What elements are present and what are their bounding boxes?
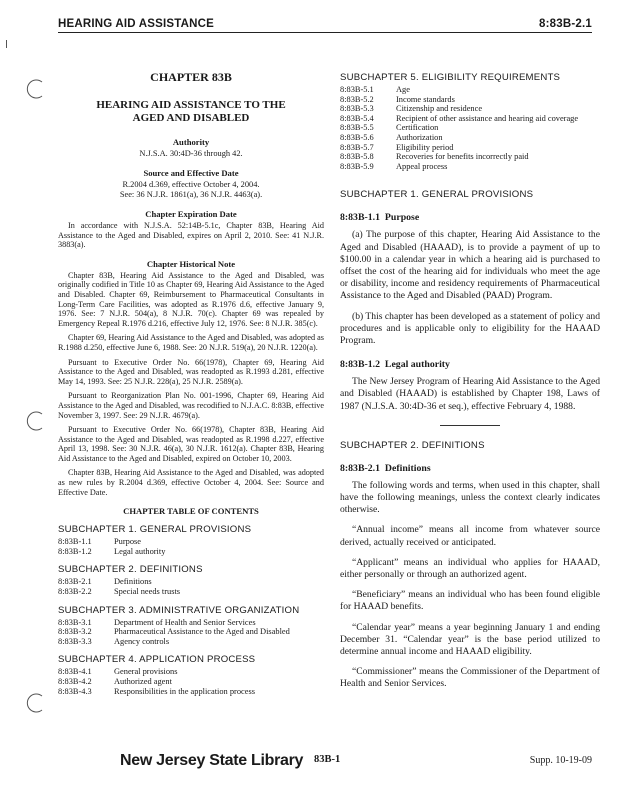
margin-mark — [6, 40, 7, 48]
toc-heading: CHAPTER TABLE OF CONTENTS — [123, 506, 259, 517]
toc-section-number: 8:83B-4.1 — [58, 667, 92, 677]
source-heading: Source and Effective Date — [143, 168, 239, 178]
toc-section-title: Appeal process — [396, 161, 448, 171]
toc-entry — [340, 104, 600, 114]
section-heading — [340, 359, 600, 370]
chapter-title-line2: AGED AND DISABLED — [132, 112, 250, 124]
toc-section-title: Special needs trusts — [114, 587, 181, 597]
section-divider — [440, 425, 500, 426]
toc-subchapter-title: SUBCHAPTER 3. ADMINISTRATIVE ORGANIZATION — [58, 604, 300, 616]
toc-section-title: Age — [396, 85, 410, 94]
section-number: 8:83B-1.1 — [340, 212, 381, 224]
toc-subchapter-title: SUBCHAPTER 2. DEFINITIONS — [58, 564, 203, 576]
toc-subchapter-title: SUBCHAPTER 1. GENERAL PROVISIONS — [58, 524, 252, 536]
toc-section-number: 8:83B-4.3 — [58, 686, 92, 696]
toc-section-title: Agency controls — [114, 636, 170, 646]
chapter-number: CHAPTER 83B — [150, 70, 232, 84]
supplement-date: Supp. 10-19-09 — [529, 755, 592, 766]
definition-paragraph: “Beneficiary” means an individual who has been found eligible for HAAAD benefits. — [340, 589, 600, 613]
source-line: R.2004 d.369, effective October 4, 2004. — [122, 180, 260, 189]
toc-section-number: 8:83B-1.1 — [58, 537, 92, 547]
punch-hole-icon — [24, 78, 46, 100]
toc-section-title: Legal authority — [114, 546, 166, 556]
toc-section-number: 8:83B-5.2 — [340, 94, 374, 104]
toc-entry — [340, 143, 600, 153]
section-paragraph: The following words and terms, when used in this chapter, shall have the following meanings, unless the context clearly indicates otherwise. — [340, 479, 600, 516]
toc-entry — [58, 547, 324, 557]
toc-section-number: 8:83B-5.8 — [340, 152, 374, 162]
punch-hole-icon — [24, 692, 46, 714]
toc-section-title: Eligibility period — [396, 142, 454, 152]
toc-entry — [340, 123, 600, 133]
authority-heading: Authority — [172, 137, 210, 147]
toc-section-number: 8:83B-5.5 — [340, 123, 374, 133]
toc-section-title: Authorization — [396, 132, 443, 142]
toc-section-title: General provisions — [114, 667, 178, 677]
toc-section-title: Income standards — [396, 94, 455, 104]
history-heading: Chapter Historical Note — [146, 258, 236, 269]
subchapter-heading: SUBCHAPTER 1. GENERAL PROVISIONS — [340, 189, 534, 201]
toc-section-number: 8:83B-3.2 — [58, 627, 92, 637]
toc-subchapter-title: SUBCHAPTER 4. APPLICATION PROCESS — [58, 654, 256, 666]
toc-section-title: Certification — [396, 123, 439, 133]
toc-group — [58, 654, 324, 696]
toc-entry — [340, 85, 600, 95]
definition-paragraph: “Commissioner” means the Commissioner of the Department of Health and Senior Services. — [340, 666, 600, 690]
toc-entry — [340, 95, 600, 105]
definition-paragraph: “Applicant” means an individual who applies for HAAAD, either personally or through an authorized agent. — [340, 556, 600, 580]
toc-section-title: Authorized agent — [114, 677, 172, 686]
toc-section-number: 8:83B-5.9 — [340, 161, 374, 171]
section-paragraph: The New Jersey Program of Hearing Aid Assistance to the Aged and Disabled (HAAAD) is established by Chapter 198, Laws of 1987 (N.J.S.A. 30:4D-36 et seq.), effective February 4, 1988. — [340, 376, 600, 412]
definition-paragraph: “Annual income” means all income from whatever source derived, actually received or anticipated. — [340, 524, 600, 548]
toc-section-number: 8:83B-4.2 — [58, 677, 92, 686]
left-column — [58, 70, 324, 704]
toc-section-number: 8:83B-5.4 — [340, 113, 374, 123]
toc-group — [58, 605, 324, 647]
toc-section-title: Responsibilities in the application process — [114, 686, 255, 696]
toc-entry — [58, 637, 324, 647]
toc-section-title: Recoveries for benefits incorrectly paid — [396, 152, 529, 162]
toc-section-number: 8:83B-1.2 — [58, 546, 92, 556]
toc-section-number: 8:83B-2.2 — [58, 587, 92, 597]
toc-subchapter-title: SUBCHAPTER 5. ELIGIBILITY REQUIREMENTS — [340, 72, 561, 83]
toc-entry — [58, 618, 324, 628]
history-paragraph: Pursuant to Executive Order No. 66(1978), Chapter 83B, Hearing Aid Assistance to the Aged and Disabled, was readopted as R.1998 d.227, effective April 13, 1998. See: 30 N.J.R. 46(a), 30 N.J.R. 1612(a). Chapter 83B, Hearing Aid Assistance to the Aged and Disabled, expired on October 10, 2003. — [58, 425, 324, 463]
chapter-title — [58, 99, 324, 125]
toc-entry — [58, 587, 324, 597]
toc-entry — [58, 677, 324, 687]
source-line: See: 36 N.J.R. 1861(a), 36 N.J.R. 4463(a). — [119, 190, 263, 199]
toc-group — [58, 564, 324, 596]
toc-section-number: 8:83B-3.1 — [58, 617, 92, 627]
toc-section-number: 8:83B-5.3 — [340, 104, 374, 114]
section-name: Definitions — [384, 462, 431, 474]
toc-entry — [340, 133, 600, 143]
toc-section-number: 8:83B-5.1 — [340, 85, 374, 94]
toc-section-title: Recipient of other assistance and hearing aid coverage — [396, 113, 579, 123]
toc-section-number: 8:83B-5.7 — [340, 142, 374, 152]
toc-section-title: Department of Health and Senior Services — [114, 617, 256, 627]
expiration-text: In accordance with N.J.S.A. 52:14B-5.1c, Chapter 83B, Hearing Aid Assistance to the Aged and Disabled, expires on April 2, 2010. See: 41 N.J.R. 3883(a). — [58, 221, 324, 250]
toc-section-title: Pharmaceutical Assistance to the Aged and Disabled — [114, 627, 290, 637]
page-number: 83B-1 — [314, 754, 341, 765]
toc-entry — [58, 537, 324, 547]
toc-section-number: 8:83B-2.1 — [58, 577, 92, 587]
page-footer — [58, 752, 592, 772]
toc-entry — [58, 667, 324, 677]
toc-entry — [340, 152, 600, 162]
history-paragraph: Chapter 83B, Hearing Aid Assistance to the Aged and Disabled, was adopted as new rules by R.2004 d.369, effective October 4, 2004. See: Source and Effective Date. — [58, 468, 324, 497]
toc-entry — [58, 577, 324, 587]
authority-text: N.J.S.A. 30:4D-36 through 42. — [139, 149, 243, 158]
toc-section-number: 8:83B-3.3 — [58, 636, 92, 646]
history-paragraph: Pursuant to Executive Order No. 66(1978), Chapter 69, Hearing Aid Assistance to the Aged and Disabled, was readopted as R.1993 d.281, effective May 14, 1993. See: 25 N.J.R. 228(a), 25 N.J.R. 2589(a). — [58, 357, 324, 386]
punch-hole-icon — [24, 410, 46, 432]
section-paragraph: (b) This chapter has been developed as a statement of policy and procedures and is applicable only to eligibility for the HAAAD Program. — [340, 310, 600, 346]
history-paragraph: Pursuant to Reorganization Plan No. 001-1996, Chapter 69, Hearing Aid Assistance to the Aged and Disabled, was recodified to N.J.A.C. 8:83B, effective November 3, 1997. See: 29 N.J.R. 4679(a). — [58, 391, 324, 420]
section-heading — [340, 463, 600, 474]
toc-section-title: Purpose — [114, 537, 141, 547]
section-paragraph: (a) The purpose of this chapter, Hearing Aid Assistance to the Aged and Disabled (HAAAD), is to provide a payment of up to $100.00 in a calendar year in which a hearing aid is purchased to offset the cost of the hearing aid for individuals who meet the age or disability, income and residency requirements of Pharmaceutical Assistance to the Aged and Disabled (PAAD) Program. — [340, 229, 600, 302]
toc-entry — [58, 687, 324, 697]
section-name: Legal authority — [384, 359, 450, 371]
library-watermark: New Jersey State Library — [120, 752, 304, 769]
right-column — [340, 72, 600, 699]
history-paragraph: Chapter 83B, Hearing Aid Assistance to the Aged and Disabled, was originally codified in Title 10 as Chapter 69, Hearing Aid Assistance to the Aged and Disabled. Chapter 69, Reimbursement to Pharmaceutical Consultants in Long-Term Care Facilities, was adopted as R.1976 d.6, effective January 9, 1976. See: 7 N.J.R. 504(a), 8 N.J.R. 70(c). Chapter 69 was repealed by Emergency Repeal R.1976 d.216, effective July 12, 1976. See: 8 N.J.R. 385(c). — [58, 270, 324, 328]
subchapter-heading: SUBCHAPTER 2. DEFINITIONS — [340, 439, 485, 451]
section-name: Purpose — [384, 212, 420, 224]
toc-section-number: 8:83B-5.6 — [340, 132, 374, 142]
expiration-heading: Chapter Expiration Date — [145, 209, 237, 219]
toc-entry — [340, 114, 600, 124]
toc-group — [340, 72, 600, 171]
section-heading — [340, 212, 600, 223]
chapter-title-line1: HEARING AID ASSISTANCE TO THE — [96, 99, 286, 111]
definition-paragraph: “Calendar year” means a year beginning January 1 and ending December 31. “Calendar year” is the base period utilized to determine annual income and HAAAD eligibility. — [340, 621, 600, 658]
history-paragraph: Chapter 69, Hearing Aid Assistance to the Aged and Disabled, was adopted as R.1988 d.250, effective June 6, 1988. See: 20 N.J.R. 519(a), 20 N.J.R. 1220(a). — [58, 333, 324, 352]
toc-section-title: Citizenship and residence — [396, 104, 483, 114]
toc-entry — [58, 627, 324, 637]
header-section: 8:83B-2.1 — [539, 18, 592, 30]
section-number: 8:83B-2.1 — [340, 462, 381, 474]
running-header — [58, 10, 592, 33]
section-number: 8:83B-1.2 — [340, 359, 381, 371]
toc-entry — [340, 162, 600, 172]
header-title: HEARING AID ASSISTANCE — [58, 18, 215, 30]
toc-section-title: Definitions — [114, 577, 152, 587]
toc-group — [58, 524, 324, 556]
